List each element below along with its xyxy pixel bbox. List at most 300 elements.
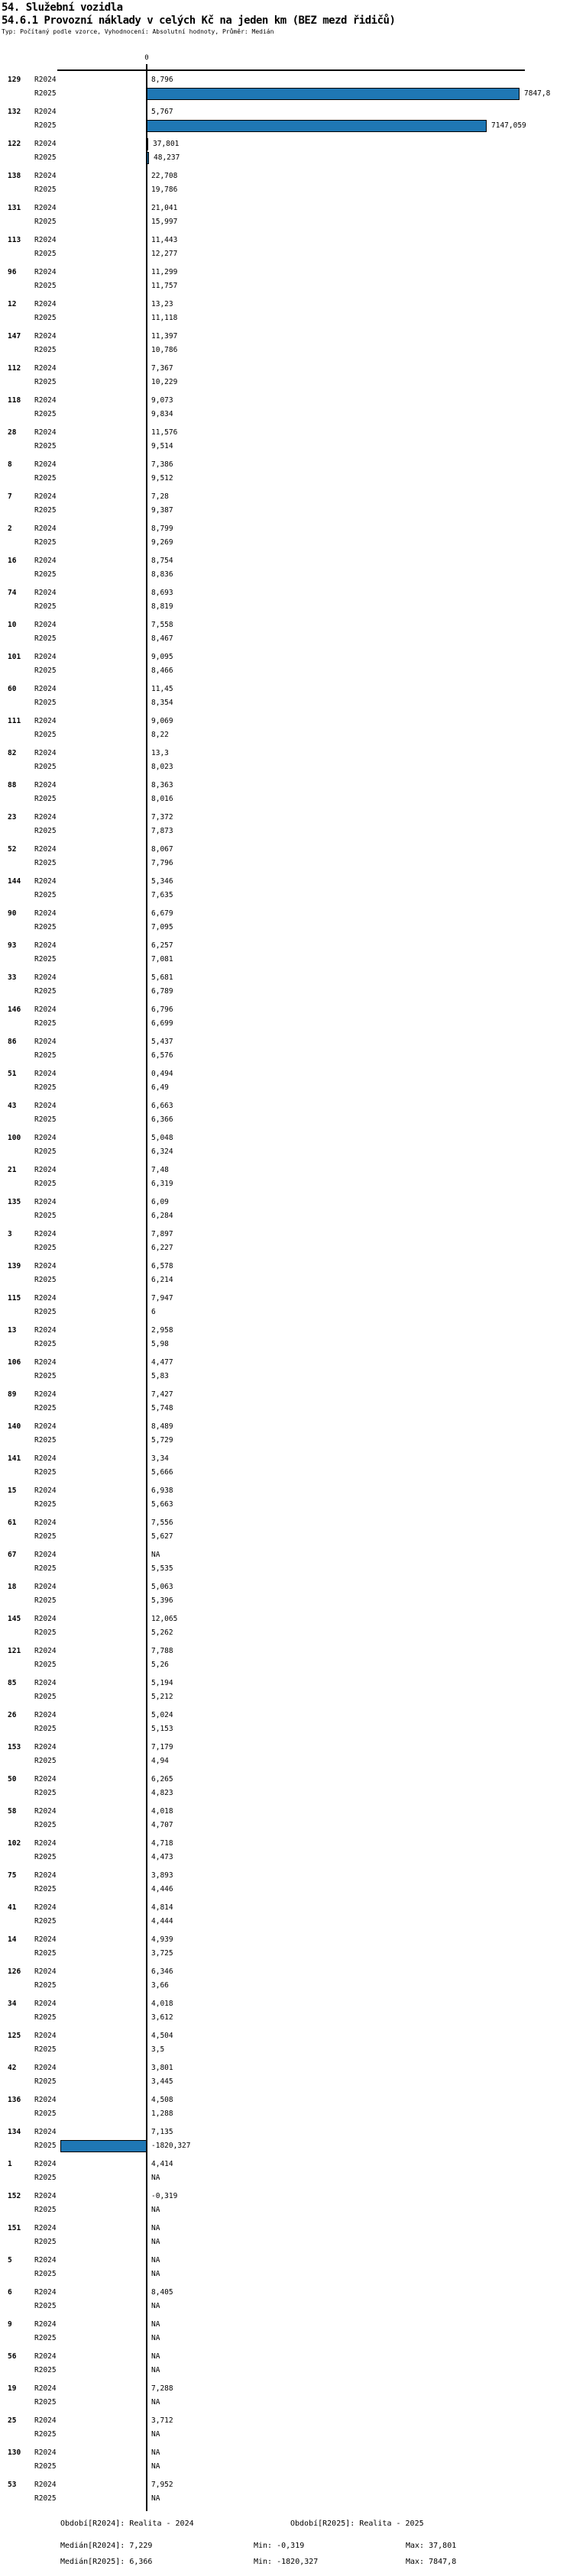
value-label: 11,576 <box>151 428 178 437</box>
group-id-label: 61 <box>8 1519 17 1527</box>
value-label: 7,635 <box>151 891 173 899</box>
max-2024-key: Max: <box>406 2542 425 2550</box>
zero-tick-label: 0 <box>144 54 149 62</box>
value-label: 5,663 <box>151 1500 173 1509</box>
bar-row <box>0 1177 573 1191</box>
chart-group <box>0 1580 573 1612</box>
bar-row <box>0 1997 573 2011</box>
value-label: 9,095 <box>151 653 173 661</box>
value-label: 4,939 <box>151 1935 173 1944</box>
min-2025-value: -1820,327 <box>277 2558 319 2566</box>
group-id-label: 134 <box>8 2128 21 2136</box>
year-label: R2024 <box>34 1935 57 1944</box>
bar-row <box>0 202 573 215</box>
page-subtitle: 54.6.1 Provozní náklady v celých Kč na jeden km (BEZ mezd řidičů) <box>2 15 396 27</box>
year-label: R2024 <box>34 621 57 629</box>
value-label: 6,284 <box>151 1212 173 1220</box>
year-label: R2024 <box>34 525 57 533</box>
value-label: 7,556 <box>151 1519 173 1527</box>
bar-row <box>0 1324 573 1338</box>
bar-row <box>0 586 573 600</box>
value-label: 9,069 <box>151 717 173 725</box>
bar <box>147 120 487 132</box>
bar-row <box>0 2286 573 2300</box>
value-label: 4,473 <box>151 1853 173 1861</box>
year-label: R2024 <box>34 2128 57 2136</box>
value-label: 7,897 <box>151 1230 173 1238</box>
value-label: 5,98 <box>151 1340 169 1348</box>
value-label: 4,94 <box>151 1757 169 1765</box>
value-label: 8,819 <box>151 602 173 611</box>
chart-group <box>0 394 573 426</box>
chart-group <box>0 971 573 1003</box>
value-label: 10,786 <box>151 346 178 354</box>
bar-row <box>0 1612 573 1626</box>
chart-group <box>0 1324 573 1356</box>
bar-row <box>0 1067 573 1081</box>
group-id-label: 19 <box>8 2384 17 2393</box>
year-label: R2025 <box>34 410 57 418</box>
group-id-label: 9 <box>8 2320 12 2329</box>
bar-row <box>0 1145 573 1159</box>
value-label: 5,194 <box>151 1679 173 1687</box>
year-label: R2025 <box>34 1596 57 1605</box>
min-2025 <box>254 2558 318 2566</box>
year-label: R2025 <box>34 795 57 803</box>
value-label: 9,269 <box>151 538 173 547</box>
group-id-label: 140 <box>8 1422 21 1431</box>
group-id-label: 138 <box>8 172 21 180</box>
bar-row <box>0 696 573 710</box>
value-label: 8,405 <box>151 2288 173 2297</box>
bar-row <box>0 1452 573 1466</box>
chart-group <box>0 1260 573 1292</box>
year-label: R2024 <box>34 941 57 950</box>
chart-group <box>0 298 573 330</box>
value-label: NA <box>151 2302 160 2310</box>
value-label: 4,814 <box>151 1903 173 1912</box>
group-id-label: 151 <box>8 2224 21 2232</box>
chart-meta-line: Typ: Počítaný podle vzorce, Vyhodnocení: Absolutní hodnoty, Průměr: Medián <box>2 28 274 35</box>
value-label: 5,048 <box>151 1134 173 1142</box>
value-label: 5,666 <box>151 1468 173 1477</box>
year-label: R2025 <box>34 218 57 226</box>
bar-row <box>0 408 573 421</box>
chart-group <box>0 1741 573 1773</box>
year-label: R2025 <box>34 1789 57 1797</box>
year-label: R2025 <box>34 1725 57 1733</box>
chart-group <box>0 779 573 811</box>
bar-row <box>0 1915 573 1929</box>
year-label: R2024 <box>34 2192 57 2200</box>
bar-row <box>0 169 573 183</box>
chart-group <box>0 330 573 362</box>
year-label: R2025 <box>34 1693 57 1701</box>
year-label: R2025 <box>34 1308 57 1316</box>
year-label: R2025 <box>34 763 57 771</box>
year-label: R2024 <box>34 2000 57 2008</box>
value-label: 6,663 <box>151 1102 173 1110</box>
year-label: R2025 <box>34 2013 57 2022</box>
value-label: 4,823 <box>151 1789 173 1797</box>
bar-row <box>0 1677 573 1690</box>
value-label: 7,558 <box>151 621 173 629</box>
chart-group <box>0 202 573 234</box>
year-label: R2024 <box>34 1422 57 1431</box>
chart-group <box>0 1869 573 1901</box>
bar-row <box>0 2492 573 2506</box>
value-label: 7,48 <box>151 1166 169 1174</box>
year-label: R2024 <box>34 140 57 148</box>
year-label: R2025 <box>34 1500 57 1509</box>
bar-row <box>0 1658 573 1672</box>
group-id-label: 60 <box>8 685 17 693</box>
value-label: 5,748 <box>151 1404 173 1412</box>
bar-row <box>0 554 573 568</box>
bar-row <box>0 183 573 197</box>
bar-row <box>0 105 573 119</box>
year-label: R2024 <box>34 396 57 405</box>
year-label: R2024 <box>34 268 57 276</box>
year-label: R2025 <box>34 570 57 579</box>
year-label: R2025 <box>34 2302 57 2310</box>
value-label: 5,346 <box>151 877 173 886</box>
year-label: R2024 <box>34 1807 57 1816</box>
chart-group <box>0 1933 573 1965</box>
chart-group <box>0 1292 573 1324</box>
bar-row <box>0 2254 573 2268</box>
group-id-label: 52 <box>8 845 17 854</box>
bar-row <box>0 1947 573 1961</box>
value-label: 6,324 <box>151 1148 173 1156</box>
bar-row <box>0 1741 573 1754</box>
value-label: 0,494 <box>151 1070 173 1078</box>
year-label: R2025 <box>34 1083 57 1092</box>
max-2025-key: Max: <box>406 2558 425 2566</box>
bar-row <box>0 344 573 357</box>
chart-group <box>0 618 573 650</box>
value-label: NA <box>151 2224 160 2232</box>
value-label: 9,073 <box>151 396 173 405</box>
year-label: R2025 <box>34 1276 57 1284</box>
chart-group <box>0 1003 573 1035</box>
year-label: R2024 <box>34 76 57 84</box>
group-id-label: 129 <box>8 76 21 84</box>
value-label: 9,512 <box>151 474 173 483</box>
value-label: 4,508 <box>151 2096 173 2104</box>
year-label: R2025 <box>34 1115 57 1124</box>
value-label: 5,063 <box>151 1583 173 1591</box>
bar-row <box>0 472 573 486</box>
bar-row <box>0 1484 573 1498</box>
year-label: R2024 <box>34 1551 57 1559</box>
bar-row <box>0 921 573 935</box>
group-id-label: 146 <box>8 1006 21 1014</box>
value-label: 8,354 <box>151 699 173 707</box>
year-label: R2024 <box>34 813 57 822</box>
bar-row <box>0 1035 573 1049</box>
year-label: R2025 <box>34 2398 57 2407</box>
bar-row <box>0 215 573 229</box>
bar-row <box>0 618 573 632</box>
bar-row <box>0 2126 573 2139</box>
year-label: R2024 <box>34 877 57 886</box>
year-label: R2025 <box>34 538 57 547</box>
bar-row <box>0 1690 573 1704</box>
year-label: R2025 <box>34 1629 57 1637</box>
chart-group <box>0 650 573 683</box>
value-label: 6 <box>151 1308 156 1316</box>
value-label: 5,627 <box>151 1532 173 1541</box>
value-label: 19,786 <box>151 186 178 194</box>
bar-row <box>0 1164 573 1177</box>
year-label: R2024 <box>34 2160 57 2168</box>
year-label: R2024 <box>34 1102 57 1110</box>
bar-row <box>0 536 573 550</box>
value-label: 8,363 <box>151 781 173 789</box>
chart-group <box>0 1548 573 1580</box>
bar-row <box>0 2029 573 2043</box>
bar-row <box>0 1099 573 1113</box>
bar-row <box>0 1017 573 1031</box>
chart-group <box>0 426 573 458</box>
value-label: 6,366 <box>151 1115 173 1124</box>
year-label: R2024 <box>34 749 57 757</box>
year-label: R2024 <box>34 653 57 661</box>
bar-row <box>0 2364 573 2377</box>
bar-row <box>0 1306 573 1319</box>
year-label: R2024 <box>34 2288 57 2297</box>
value-label: 7,873 <box>151 827 173 835</box>
bar-row <box>0 266 573 279</box>
value-label: 6,578 <box>151 1262 173 1270</box>
year-label: R2025 <box>34 1885 57 1893</box>
value-label: 6,796 <box>151 1006 173 1014</box>
value-label: NA <box>151 2352 160 2361</box>
group-id-label: 86 <box>8 1038 17 1046</box>
group-id-label: 125 <box>8 2032 21 2040</box>
value-label: 11,443 <box>151 236 178 244</box>
bar-row <box>0 1645 573 1658</box>
bar-row <box>0 362 573 376</box>
year-label: R2025 <box>34 378 57 386</box>
bar-row <box>0 1370 573 1383</box>
bar-row <box>0 279 573 293</box>
chart-group <box>0 1516 573 1548</box>
group-id-label: 34 <box>8 2000 17 2008</box>
bar-row <box>0 1228 573 1241</box>
year-label: R2024 <box>34 2224 57 2232</box>
year-label: R2024 <box>34 2448 57 2457</box>
bar-row <box>0 747 573 760</box>
value-label: 6,938 <box>151 1487 173 1495</box>
bar-row <box>0 953 573 967</box>
bar-row <box>0 426 573 440</box>
bar-row <box>0 1709 573 1722</box>
year-label: R2024 <box>34 2096 57 2104</box>
group-id-label: 144 <box>8 877 21 886</box>
bar-row <box>0 2235 573 2249</box>
value-label: 3,893 <box>151 1871 173 1880</box>
year-label: R2024 <box>34 108 57 116</box>
chart-group <box>0 2254 573 2286</box>
bar-row <box>0 330 573 344</box>
group-id-label: 8 <box>8 460 12 469</box>
value-label: NA <box>151 1551 160 1559</box>
bar-row <box>0 889 573 902</box>
year-label: R2024 <box>34 1711 57 1719</box>
value-label: NA <box>151 2256 160 2264</box>
year-label: R2025 <box>34 602 57 611</box>
bar-row <box>0 779 573 792</box>
year-label: R2024 <box>34 236 57 244</box>
bar-row <box>0 1548 573 1562</box>
chart-group <box>0 1645 573 1677</box>
year-label: R2024 <box>34 2256 57 2264</box>
year-label: R2025 <box>34 1372 57 1380</box>
bar-row <box>0 490 573 504</box>
value-label: -0,319 <box>151 2192 178 2200</box>
bar-row <box>0 2428 573 2442</box>
year-label: R2025 <box>34 1148 57 1156</box>
bar-row <box>0 2107 573 2121</box>
bar-row <box>0 632 573 646</box>
year-label: R2025 <box>34 1917 57 1926</box>
group-id-label: 132 <box>8 108 21 116</box>
bar-row <box>0 2093 573 2107</box>
chart-group <box>0 1067 573 1099</box>
year-label: R2024 <box>34 717 57 725</box>
year-label: R2024 <box>34 2352 57 2361</box>
bar-row <box>0 119 573 133</box>
chart-group <box>0 73 573 105</box>
value-label: NA <box>151 2320 160 2329</box>
group-id-label: 82 <box>8 749 17 757</box>
group-id-label: 1 <box>8 2160 12 2168</box>
year-label: R2024 <box>34 428 57 437</box>
group-id-label: 14 <box>8 1935 17 1944</box>
median-2024 <box>60 2542 152 2550</box>
group-id-label: 106 <box>8 1358 21 1367</box>
group-id-label: 122 <box>8 140 21 148</box>
bar-row <box>0 2061 573 2075</box>
bar-row <box>0 73 573 87</box>
bar-row <box>0 2043 573 2057</box>
group-id-label: 51 <box>8 1070 17 1078</box>
bar-row <box>0 760 573 774</box>
year-label: R2024 <box>34 1070 57 1078</box>
bar <box>60 2140 147 2152</box>
min-2024 <box>254 2542 304 2550</box>
group-id-label: 75 <box>8 1871 17 1880</box>
bar-row <box>0 458 573 472</box>
value-label: 5,437 <box>151 1038 173 1046</box>
value-label: NA <box>151 2270 160 2278</box>
bar-row <box>0 234 573 247</box>
group-id-label: 93 <box>8 941 17 950</box>
group-id-label: 7 <box>8 492 12 501</box>
bar-row <box>0 2171 573 2185</box>
chart-group <box>0 1997 573 2029</box>
year-label: R2025 <box>34 282 57 290</box>
chart-group <box>0 2222 573 2254</box>
chart-group <box>0 234 573 266</box>
group-id-label: 18 <box>8 1583 17 1591</box>
value-label: 6,257 <box>151 941 173 950</box>
bar-row <box>0 907 573 921</box>
bar-row <box>0 2011 573 2025</box>
group-id-label: 115 <box>8 1294 21 1303</box>
value-label: 3,445 <box>151 2077 173 2086</box>
year-label: R2024 <box>34 589 57 597</box>
bar-row <box>0 1338 573 1351</box>
group-id-label: 130 <box>8 2448 21 2457</box>
bar-row <box>0 1113 573 1127</box>
value-label: 4,444 <box>151 1917 173 1926</box>
group-id-label: 2 <box>8 525 12 533</box>
group-id-label: 58 <box>8 1807 17 1816</box>
value-label: 8,067 <box>151 845 173 854</box>
bar-row <box>0 811 573 825</box>
chart-group <box>0 554 573 586</box>
bar-row <box>0 1260 573 1273</box>
bar-row <box>0 1580 573 1594</box>
year-label: R2024 <box>34 1262 57 1270</box>
bar-row <box>0 1979 573 1993</box>
group-id-label: 43 <box>8 1102 17 1110</box>
value-label: 4,018 <box>151 1807 173 1816</box>
bar-row <box>0 1292 573 1306</box>
group-id-label: 5 <box>8 2256 12 2264</box>
bar-row <box>0 2222 573 2235</box>
group-id-label: 6 <box>8 2288 12 2297</box>
group-id-label: 126 <box>8 1968 21 1976</box>
bar-row <box>0 1356 573 1370</box>
bar-row <box>0 600 573 614</box>
year-label: R2025 <box>34 923 57 931</box>
value-label: 7,788 <box>151 1647 173 1655</box>
value-label: 10,229 <box>151 378 178 386</box>
value-label: 6,214 <box>151 1276 173 1284</box>
median-2024-key: Medián[R2024]: <box>60 2542 125 2550</box>
bar-row <box>0 1273 573 1287</box>
value-label: 8,023 <box>151 763 173 771</box>
value-label: 3,801 <box>151 2064 173 2072</box>
bar-row <box>0 1420 573 1434</box>
bar-row <box>0 151 573 165</box>
year-label: R2024 <box>34 172 57 180</box>
group-id-label: 136 <box>8 2096 21 2104</box>
year-label: R2025 <box>34 1949 57 1958</box>
chart-group <box>0 1612 573 1645</box>
year-label: R2024 <box>34 973 57 982</box>
value-label: 6,576 <box>151 1051 173 1060</box>
year-label: R2024 <box>34 781 57 789</box>
year-label: R2025 <box>34 1019 57 1028</box>
bar-row <box>0 971 573 985</box>
year-label: R2024 <box>34 2416 57 2425</box>
value-label: 7,179 <box>151 1743 173 1751</box>
year-label: R2024 <box>34 1038 57 1046</box>
chart-group <box>0 1805 573 1837</box>
bar-row <box>0 312 573 325</box>
value-label: 4,414 <box>151 2160 173 2168</box>
year-label: R2025 <box>34 1821 57 1829</box>
year-label: R2025 <box>34 2142 57 2150</box>
chart-group <box>0 2158 573 2190</box>
year-label: R2025 <box>34 667 57 675</box>
chart-group <box>0 1965 573 1997</box>
